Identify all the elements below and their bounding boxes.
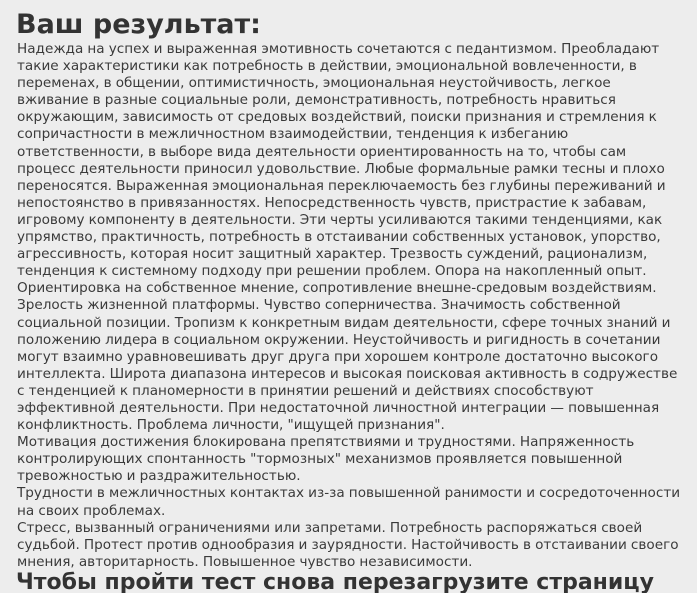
result-paragraph-stress: Стресс, вызванный ограничениями или запретами. Потребность распоряжаться своей судьбой. Протест против однообразия и заурядности. Настойчивость в отстаивании своего мнения, авторитарность. Повышенное чувство независимости. (17, 519, 679, 570)
result-description (17, 41, 682, 571)
result-paragraph-motivation: Мотивация достижения блокирована препятствиями и трудностями. Напряженность контролирующих спонтанность "тормозных" механизмов проявляется повышенной тревожностью и раздражительностью. (17, 434, 635, 485)
result-paragraph-interpersonal: Трудности в межличностных контактах из-за повышенной ранимости и сосредоточенности на своих проблемах. (17, 485, 681, 519)
result-paragraph-personality: Надежда на успех и выраженная эмотивность сочетаются с педантизмом. Преобладают такие характеристики как потребность в действии, эмоциональной вовлеченности, в переменах, в общении, оптимистичность, эмоциональная неустойчивость, легкое вживание в разные социальные роли, демонстративность, потребность нравиться окружающим, зависимость от средовых воздействий, поиски признания и стремления к сопричастности в межличностном взаимодействии, тенденция к избеганию ответственности, в выборе вида деятельности ориентированность на то, чтобы сам процесс деятельности приносил удовольствие. Любые формальные рамки тесны и плохо переносятся. Выраженная эмоциональная переключаемость без глубины переживаний и непостоянство в привязанностях. Непосредственность чувств, пристрастие к забавам, игровому компоненту в деятельности. Эти черты усиливаются такими тенденциями, как упрямство, практичность, потребность в отстаивании собственных установок, упорство, агрессивность, которая носит защитный характер. Трезвость суждений, рационализм, тенденция к системному подходу при решении проблем. Опора на накопленный опыт. Ориентировка на собственное мнение, сопротивление внешне-средовым воздействиям. Зрелость жизненной платформы. Чувство соперничества. Значимость собственной социальной позиции. Тропизм к конкретным видам деятельности, сфере точных знаний и положению лидера в социальном окружении. Неустойчивость и ригидность в сочетании могут взаимно уравновешивать друг друга при хорошем контроле достаточно высокого интеллекта. Широта диапазона интересов и высокая поисковая активность в содружестве с тенденцией к планомерности в принятии решений и действиях способствуют эффективной деятельности. При недостаточной личностной интеграции — повышенная конфликтность. Проблема личности, "ищущей признания". (17, 41, 678, 434)
result-title: Ваш результат: (16, 9, 261, 40)
reload-notice: Чтобы пройти тест снова перезагрузите страницу (16, 570, 654, 593)
